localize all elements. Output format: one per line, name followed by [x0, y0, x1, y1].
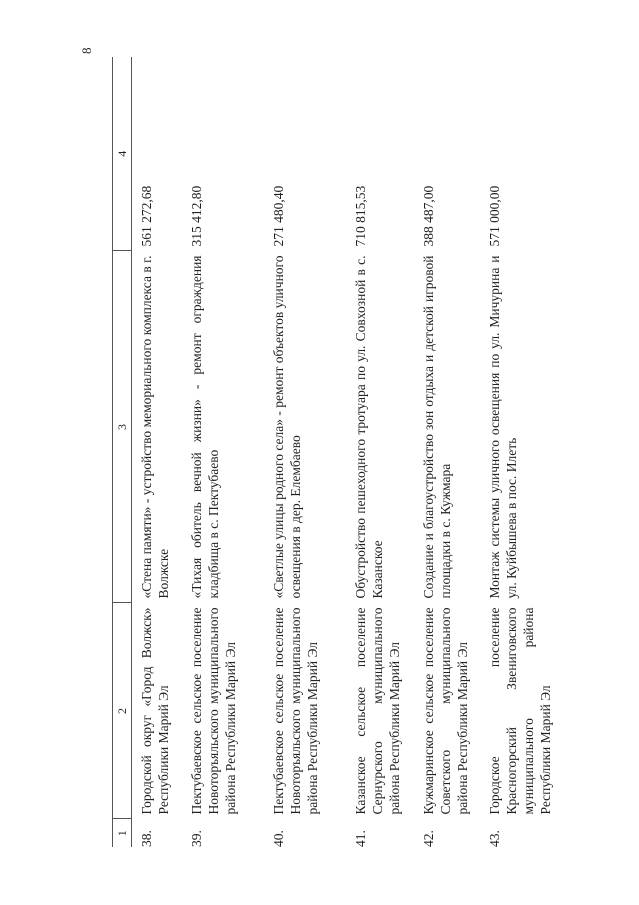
- row-number: 38.: [139, 830, 154, 847]
- amount-cell: 561 272,68: [132, 57, 183, 251]
- header-col-1: 1: [113, 819, 132, 847]
- page-number: 8: [79, 47, 94, 54]
- project-cell: Обустройство пешеходного тротуара по ул. Совхозной в с. Казанское: [346, 251, 414, 603]
- table-row: [264, 57, 346, 847]
- row-number: 39.: [189, 830, 204, 847]
- amount-cell: 571 000,00: [480, 57, 564, 251]
- header-col-2: 2: [113, 603, 132, 819]
- rotated-table-container: [112, 57, 553, 847]
- project-cell: «Стена памяти» - устройство мемориального комплекса в г. Волжске: [132, 251, 183, 603]
- subsidy-table: [112, 57, 564, 847]
- project-cell: Монтаж системы уличного освещения по ул. Мичурина и ул. Куйбышева в пос. Илеть: [480, 251, 564, 603]
- table-row: [480, 57, 564, 847]
- recipient-cell: Городской округ «Город Волжск» Республики Марий Эл: [132, 603, 183, 819]
- amount-cell: 388 487,00: [414, 57, 480, 251]
- row-number: 40.: [271, 830, 286, 847]
- header-col-4: 4: [113, 57, 132, 251]
- table-body: [132, 57, 565, 847]
- recipient-cell: Пектубаевское сельское поселение Новоторъяльского муниципального района Республики Марий Эл: [182, 603, 264, 819]
- recipient-cell: Пектубаевское сельское поселение Новоторъяльского муниципального района Республики Марий Эл: [264, 603, 346, 819]
- amount-cell: 710 815,53: [346, 57, 414, 251]
- project-cell: «Тихая обитель вечной жизни» - ремонт ограждения кладбища в с. Пектубаево: [182, 251, 264, 603]
- amount-cell: 315 412,80: [182, 57, 264, 251]
- row-number: 42.: [421, 830, 436, 847]
- table-row: [414, 57, 480, 847]
- recipient-cell: Казанское сельское поселение Сернурского муниципального района Республики Марий Эл: [346, 603, 414, 819]
- project-cell: «Светлые улицы родного села» - ремонт объектов уличного освещения в дер. Елембаево: [264, 251, 346, 603]
- table-header: [113, 57, 132, 847]
- amount-cell: 271 480,40: [264, 57, 346, 251]
- recipient-cell: Кужмаринское сельское поселение Советского муниципального района Республики Марий Эл: [414, 603, 480, 819]
- table-row: [182, 57, 264, 847]
- table-row: [346, 57, 414, 847]
- header-row: [113, 57, 132, 847]
- row-number: 41.: [353, 830, 368, 847]
- recipient-cell: Городское поселение Красногорский Звениговского муниципального района Республики Марий Эл: [480, 603, 564, 819]
- project-cell: Создание и благоустройство зон отдыха и детской игровой площадки в с. Кужмара: [414, 251, 480, 603]
- header-col-3: 3: [113, 251, 132, 603]
- table-row: [132, 57, 183, 847]
- row-number: 43.: [487, 830, 502, 847]
